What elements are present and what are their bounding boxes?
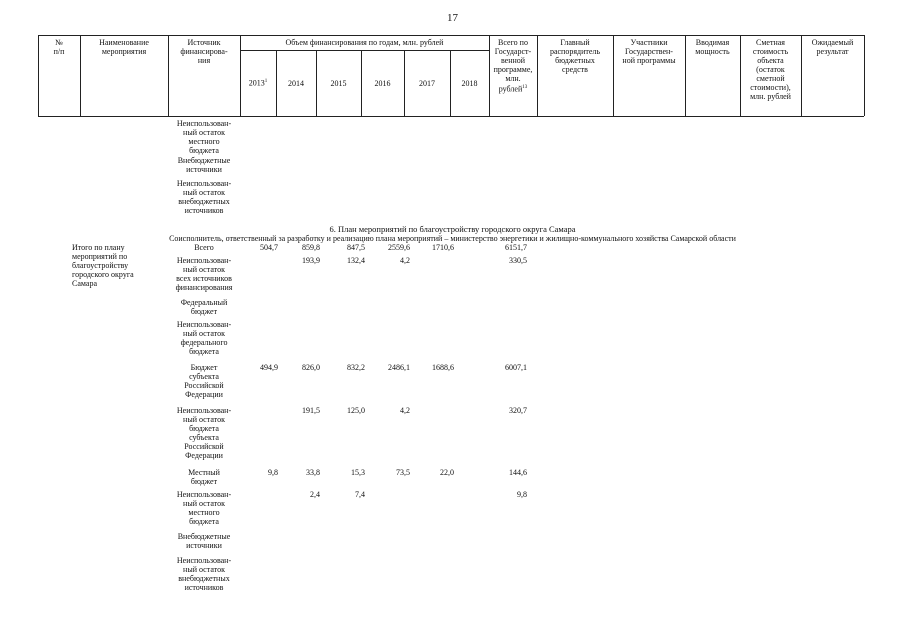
row-value-2016: 832,2 <box>347 363 365 372</box>
row-total: 6007,1 <box>505 363 527 372</box>
header-name: Наименование мероприятия <box>99 38 149 56</box>
header-year-2015: 2015 <box>330 79 347 88</box>
row-source: Неиспользован- ный остаток бюджета субъекта Российской Федерации <box>176 406 232 460</box>
row-value-2017: 2486,1 <box>388 363 410 372</box>
row-value-2015: 193,9 <box>302 256 320 265</box>
row-source: Неиспользован- ный остаток всех источников финансирования <box>175 256 233 292</box>
row-value-2017: 73,5 <box>396 468 410 477</box>
row-source: Местный бюджет <box>188 468 220 486</box>
row-value-2016: 7,4 <box>355 490 365 499</box>
row-value-2017: 4,2 <box>400 406 410 415</box>
header-source: Источник финансирова- ния <box>180 38 228 65</box>
row-value-2018: 22,0 <box>440 468 454 477</box>
header-year-2013: 2013$^1$ <box>248 78 268 88</box>
row-source: Бюджет субъекта Российской Федерации <box>184 363 224 399</box>
page-number: 17 <box>447 12 458 24</box>
carryover-source: Внебюджетные источники <box>177 156 231 174</box>
header-funding: Объем финансирования по годам, млн. рублей <box>285 38 444 47</box>
header-manager: Главный распорядитель бюджетных средств <box>549 38 601 74</box>
row-value-2015: 826,0 <box>302 363 320 372</box>
header-cost: Сметная стоимость объекта (остаток сметной стоимости), млн. рублей <box>750 38 791 101</box>
header-participants: Участники Государствен- ной программы <box>622 38 676 65</box>
row-total: 6151,7 <box>505 243 527 252</box>
carryover-source: Неиспользован- ный остаток внебюджетных источников <box>176 179 232 215</box>
row-value-2015: 191,5 <box>302 406 320 415</box>
row-total: 320,7 <box>509 406 527 415</box>
row-value-2014: 9,8 <box>268 468 278 477</box>
row-source: Неиспользован- ный остаток внебюджетных источников <box>176 556 232 592</box>
row-value-2016: 125,0 <box>347 406 365 415</box>
row-total: 144,6 <box>509 468 527 477</box>
section-label: Итого по плану мероприятий по благоустройству городского округа Самара <box>72 243 134 288</box>
header-num: № п/п <box>53 38 65 56</box>
row-source: Внебюджетные источники <box>177 532 231 550</box>
carryover-source: Неиспользован- ный остаток местного бюджета <box>176 119 232 155</box>
header-result: Ожидаемый результат <box>811 38 854 56</box>
row-source: Всего <box>194 243 214 252</box>
row-total: 330,5 <box>509 256 527 265</box>
row-value-2016: 847,5 <box>347 243 365 252</box>
row-value-2014: 504,7 <box>260 243 278 252</box>
row-value-2018: 1710,6 <box>432 243 454 252</box>
row-source: Неиспользован- ный остаток федерального бюджета <box>176 320 232 356</box>
row-value-2015: 33,8 <box>306 468 320 477</box>
row-value-2015: 859,8 <box>302 243 320 252</box>
row-value-2016: 15,3 <box>351 468 365 477</box>
header-capacity: Вводимая мощность <box>695 38 730 56</box>
row-total: 9,8 <box>517 490 527 499</box>
row-value-2015: 2,4 <box>310 490 320 499</box>
row-value-2017: 4,2 <box>400 256 410 265</box>
row-source: Федеральный бюджет <box>180 298 228 316</box>
header-year-2014: 2014 <box>288 79 304 88</box>
row-value-2018: 1688,6 <box>432 363 454 372</box>
section-title: 6. План мероприятий по благоустройству городского округа Самара <box>329 224 576 234</box>
row-value-2017: 2559,6 <box>388 243 410 252</box>
header-year-2018: 2018 <box>461 79 478 88</box>
row-value-2016: 132,4 <box>347 256 365 265</box>
row-value-2014: 494,9 <box>260 363 278 372</box>
header-year-2016: 2016 <box>374 79 391 88</box>
row-source: Неиспользован- ный остаток местного бюджета <box>176 490 232 526</box>
header-total: Всего по Государст- венной программе, млн. рублей$^{13}$ <box>493 38 533 94</box>
header-year-2017: 2017 <box>419 79 435 88</box>
section-subtitle: Соисполнитель, ответственный за разработку и реализацию плана мероприятий – министерство энергетики и жилищно-коммунального хозяйства Самарской области <box>169 234 736 243</box>
